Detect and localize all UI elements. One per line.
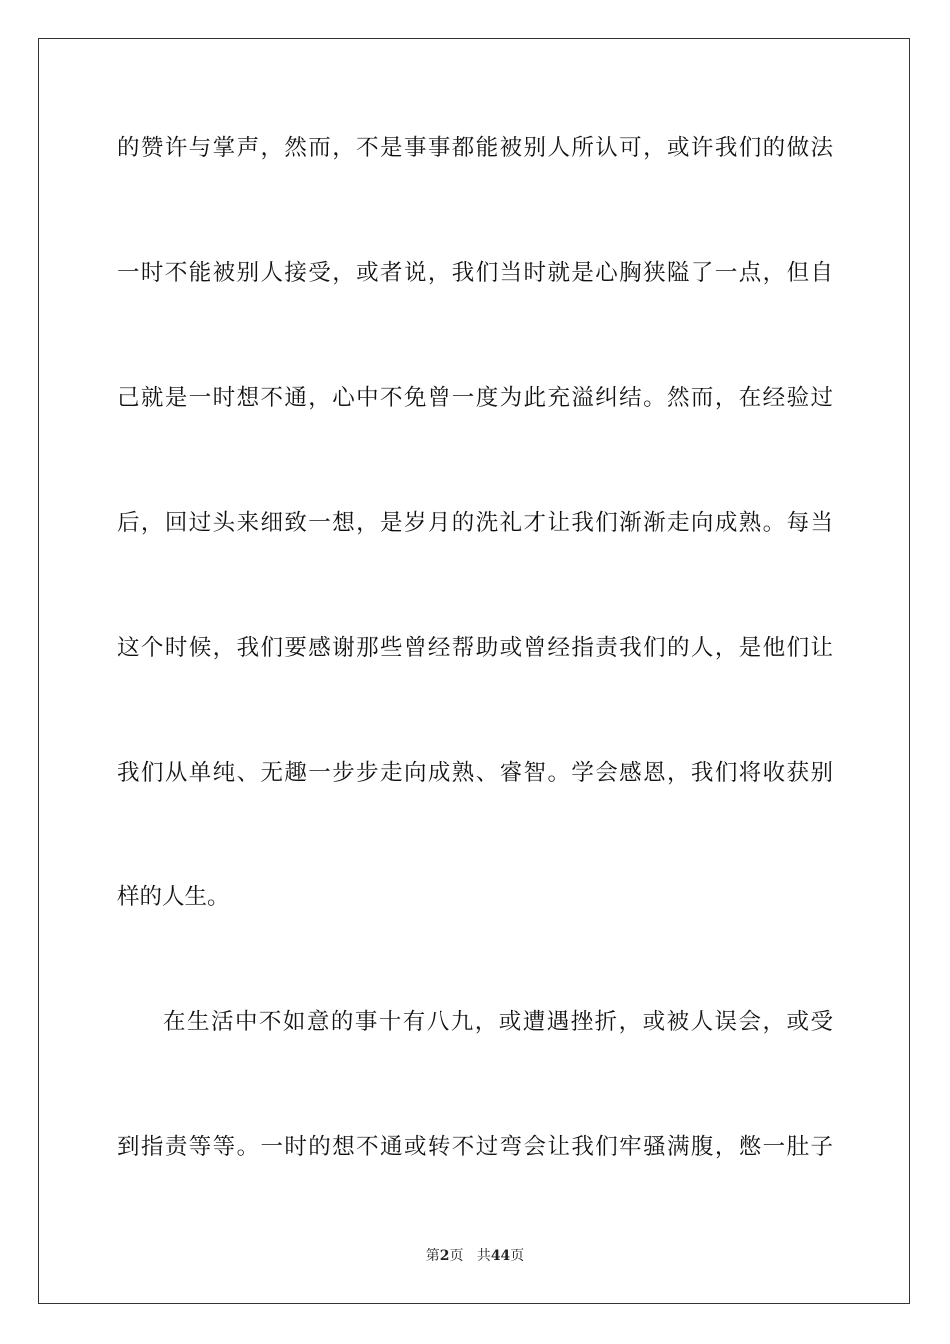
text-line-3: 己就是一时想不通，心中不免曾一度为此充溢纠结。然而，在经验过	[117, 385, 833, 411]
footer-total-prefix: 共	[476, 1248, 491, 1264]
footer-total-pages: 44	[490, 1248, 511, 1264]
text-line-7: 样的人生。	[117, 884, 230, 910]
footer-page-prefix: 第	[425, 1248, 440, 1264]
text-line-4: 后，回过头来细致一想，是岁月的洗礼才让我们渐渐走向成熟。每当	[117, 510, 833, 536]
text-line-2: 一时不能被别人接受，或者说，我们当时就是心胸狭隘了一点，但自	[117, 260, 833, 286]
text-line-5: 这个时候，我们要感谢那些曾经帮助或曾经指责我们的人，是他们让	[117, 635, 833, 661]
text-line-9: 到指责等等。一时的想不通或转不过弯会让我们牢骚满腹，憋一肚子	[117, 1134, 833, 1160]
page-footer	[0, 1246, 950, 1266]
text-line-1: 的赞许与掌声，然而，不是事事都能被别人所认可，或许我们的做法	[117, 135, 833, 161]
footer-page-suffix: 页	[449, 1248, 464, 1264]
footer-page-number: 2	[439, 1248, 450, 1264]
text-line-8: 在生活中不如意的事十有八九，或遭遇挫折，或被人误会，或受	[163, 1009, 833, 1035]
text-line-6: 我们从单纯、无趣一步步走向成熟、睿智。学会感恩，我们将收获别	[117, 760, 833, 786]
footer-total-suffix: 页	[510, 1248, 525, 1264]
page-border	[38, 38, 910, 1304]
